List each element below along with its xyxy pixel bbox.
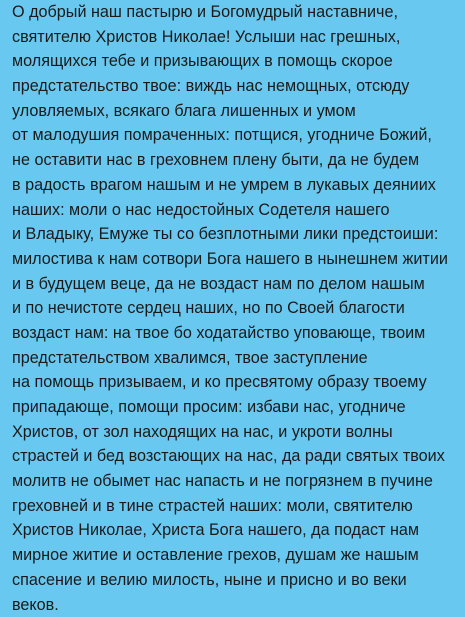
text-line: молящихся тебе и призывающих в помощь скорое xyxy=(12,49,465,74)
text-line: спасение и велию милость, ныне и присно и во веки xyxy=(12,568,465,593)
text-line: предстательство твое: виждь нас немощных, отсюду xyxy=(12,74,465,99)
text-line: наших: моли о нас недостойных Содетеля нашего xyxy=(12,198,465,223)
text-line: от малодушия помраченных: потщися, угодниче Божий, xyxy=(12,123,465,148)
text-line: на помощь призываем, и ко пресвятому образу твоему xyxy=(12,370,465,395)
text-line: воздаст нам: на твое бо ходатайство уповающе, твоим xyxy=(12,321,465,346)
text-line: припадающе, помощи просим: избави нас, угодниче xyxy=(12,395,465,420)
text-line: О добрый наш пастырю и Богомудрый наставниче, xyxy=(12,0,465,25)
text-line: и по нечистоте сердец наших, но по Своей благости xyxy=(12,296,465,321)
text-line: мирное житие и оставление грехов, душам же нашым xyxy=(12,543,465,568)
text-line: страстей и бед возстающих на нас, да ради святых твоих xyxy=(12,444,465,469)
text-line: молитв не обымет нас напасть и не погрязнем в пучине xyxy=(12,469,465,494)
text-line: Христов, от зол находящих на нас, и укроти волны xyxy=(12,420,465,445)
text-line: милостива к нам сотвори Бога нашего в нынешнем житии xyxy=(12,247,465,272)
text-line: предстательством хвалимся, твое заступление xyxy=(12,346,465,371)
text-line: веков. xyxy=(12,593,465,617)
text-line: Христов Николае, Христа Бога нашего, да подаст нам xyxy=(12,518,465,543)
text-line: и в будущем веце, да не воздаст нам по делом нашым xyxy=(12,272,465,297)
text-line: греховней и в тине страстей наших: моли, святителю xyxy=(12,494,465,519)
text-line: и Владыку, Емуже ты со безплотными лики предстоиши: xyxy=(12,222,465,247)
text-line: уловляемых, всякаго блага лишенных и умом xyxy=(12,99,465,124)
text-line: не оставити нас в греховнем плену быти, да не будем xyxy=(12,148,465,173)
text-line: святителю Христов Николае! Услыши нас грешных, xyxy=(12,25,465,50)
text-line: в радость врагом нашым и не умрем в лукавых деяниих xyxy=(12,173,465,198)
